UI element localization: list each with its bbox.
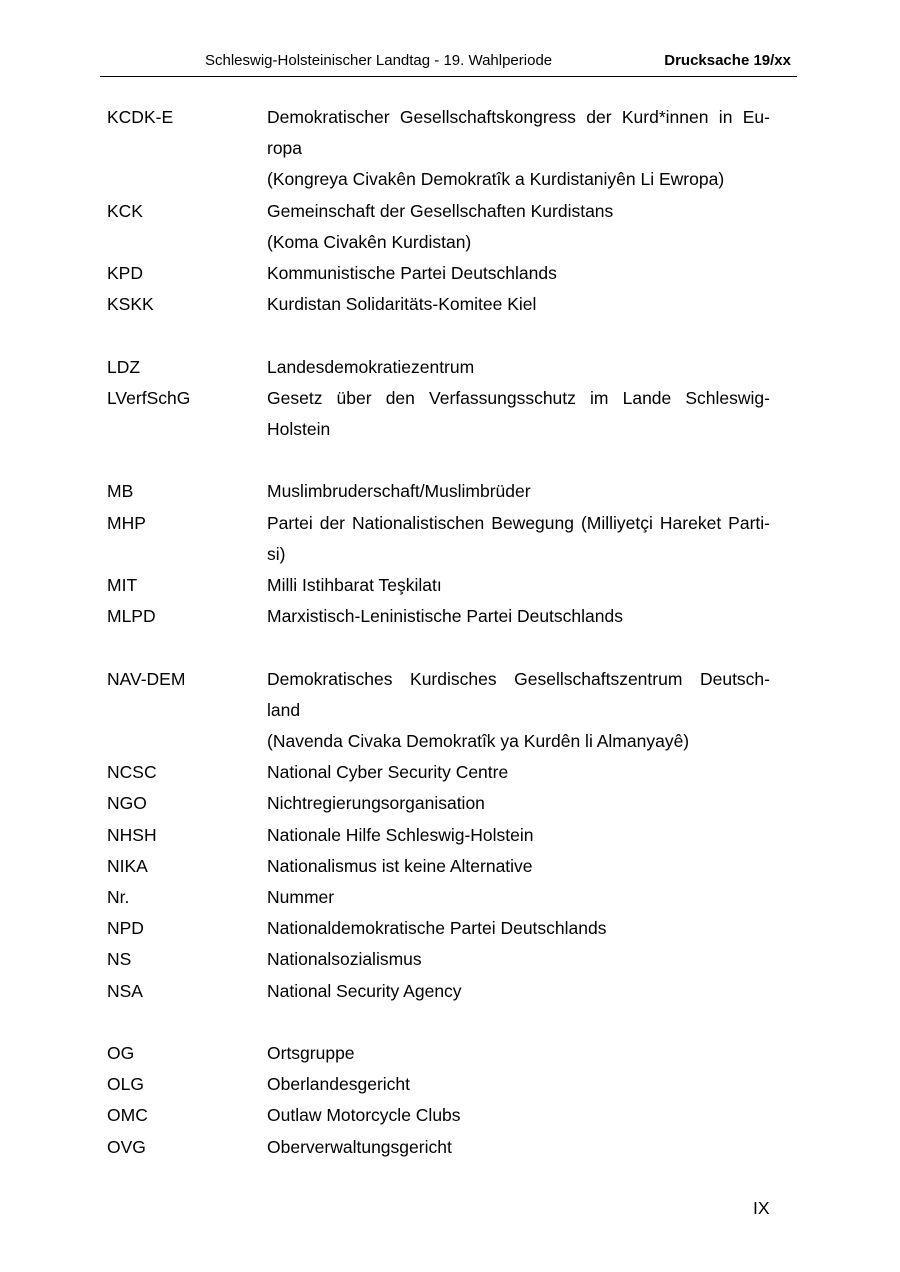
abbreviation-entry (107, 289, 770, 320)
abbreviation-definition (267, 1069, 770, 1100)
abbreviation-entry (107, 944, 770, 975)
abbreviation-definition (267, 820, 770, 851)
abbreviation-entry (107, 258, 770, 289)
definition-line: Demokratisches Kurdisches Gesellschaftszentrum Deutsch- (267, 668, 770, 689)
abbreviation-term: NAV-DEM (107, 668, 186, 689)
definition-line: Nichtregierungsorganisation (267, 793, 485, 814)
header-document-number: Drucksache 19/xx (664, 52, 791, 69)
abbreviation-entry (107, 976, 770, 1007)
definition-line: National Security Agency (267, 980, 462, 1001)
abbreviation-entry (107, 476, 770, 507)
definition-line: Muslimbruderschaft/Muslimbrüder (267, 481, 531, 502)
abbreviation-definition (267, 1132, 770, 1163)
abbreviation-definition (267, 664, 770, 758)
abbreviation-definition (267, 1100, 770, 1131)
abbreviation-definition (267, 508, 770, 570)
abbreviation-entry (107, 196, 770, 258)
page-number: IX (753, 1198, 770, 1218)
abbreviation-term: MB (107, 481, 134, 502)
abbreviation-entry (107, 1100, 770, 1131)
abbreviation-definition (267, 851, 770, 882)
definition-line: Ortsgruppe (267, 1043, 355, 1064)
abbreviation-entry (107, 1038, 770, 1069)
abbreviation-definition (267, 196, 770, 258)
definition-line: Partei der Nationalistischen Bewegung (Milliyetçi Hareket Parti- (267, 512, 770, 533)
abbreviation-definition (267, 476, 770, 507)
header-title: Schleswig-Holsteinischer Landtag - 19. Wahlperiode (205, 52, 553, 69)
abbreviation-term: NHSH (107, 824, 157, 845)
abbreviation-definition (267, 570, 770, 601)
abbreviation-definition (267, 976, 770, 1007)
abbreviation-term: KPD (107, 263, 143, 284)
definition-line: Nummer (267, 887, 335, 908)
definition-line: National Cyber Security Centre (267, 762, 509, 783)
abbreviation-entry (107, 570, 770, 601)
definition-line: Marxistisch-Leninistische Partei Deutschlands (267, 606, 623, 627)
definition-line: Kurdistan Solidaritäts-Komitee Kiel (267, 294, 537, 315)
abbreviation-entry (107, 102, 770, 196)
abbreviation-term: OLG (107, 1074, 144, 1095)
definition-line: land (267, 699, 301, 720)
group-spacer (107, 445, 770, 476)
abbreviation-term: KSKK (107, 294, 154, 315)
abbreviation-term: NGO (107, 793, 147, 814)
definition-line: Demokratischer Gesellschaftskongress der Kurd*innen in Eu- (267, 107, 770, 127)
group-spacer (107, 320, 770, 351)
abbreviation-definition (267, 102, 770, 196)
abbreviation-term: Nr. (107, 887, 130, 908)
abbreviation-definition (267, 383, 770, 445)
definition-line: Oberverwaltungsgericht (267, 1136, 452, 1157)
definition-line: Nationaldemokratische Partei Deutschlands (267, 918, 607, 939)
abbreviation-entry (107, 601, 770, 632)
abbreviation-definition (267, 757, 770, 788)
definition-line: Nationale Hilfe Schleswig-Holstein (267, 824, 534, 845)
abbreviation-definition (267, 944, 770, 975)
abbreviation-term: NS (107, 949, 132, 970)
abbreviation-list (107, 102, 770, 1163)
definition-line: Kommunistische Partei Deutschlands (267, 263, 557, 284)
abbreviation-definition (267, 258, 770, 289)
abbreviation-entry (107, 913, 770, 944)
abbreviation-term: OG (107, 1043, 135, 1064)
abbreviation-term: LVerfSchG (107, 387, 191, 408)
abbreviation-term: LDZ (107, 356, 141, 377)
abbreviation-term: KCK (107, 200, 143, 221)
abbreviation-entry (107, 788, 770, 819)
header-divider (100, 76, 797, 77)
abbreviation-definition (267, 289, 770, 320)
abbreviation-term: OVG (107, 1136, 146, 1157)
definition-line: Nationalismus ist keine Alternative (267, 855, 533, 876)
abbreviation-term: KCDK-E (107, 107, 174, 127)
abbreviation-entry (107, 1132, 770, 1163)
abbreviation-term: NPD (107, 918, 144, 939)
definition-line: Nationalsozialismus (267, 949, 422, 970)
definition-line: Holstein (267, 419, 331, 440)
definition-line: si) (267, 543, 286, 564)
abbreviation-entry (107, 508, 770, 570)
definition-line: Outlaw Motorcycle Clubs (267, 1105, 461, 1126)
abbreviation-entry (107, 1069, 770, 1100)
abbreviation-term: MIT (107, 575, 138, 596)
abbreviation-term: NIKA (107, 855, 148, 876)
abbreviation-definition (267, 913, 770, 944)
abbreviation-term: MHP (107, 512, 146, 533)
abbreviation-term: MLPD (107, 606, 156, 627)
definition-line: Landesdemokratiezentrum (267, 356, 475, 377)
abbreviation-term: NSA (107, 980, 143, 1001)
definition-line: (Navenda Civaka Demokratîk ya Kurdên li Almanyayê) (267, 731, 690, 752)
definition-line: Milli Istihbarat Teşkilatı (267, 575, 442, 596)
definition-line: Gemeinschaft der Gesellschaften Kurdistans (267, 200, 614, 221)
abbreviation-entry (107, 352, 770, 383)
abbreviation-entry (107, 820, 770, 851)
abbreviation-definition (267, 601, 770, 632)
group-spacer (107, 632, 770, 663)
definition-line: Oberlandesgericht (267, 1074, 410, 1095)
abbreviation-entry (107, 383, 770, 445)
abbreviation-entry (107, 882, 770, 913)
abbreviation-definition (267, 788, 770, 819)
group-spacer (107, 1007, 770, 1038)
definition-line: Gesetz über den Verfassungsschutz im Lande Schleswig- (267, 387, 770, 408)
definition-line: ropa (267, 138, 303, 159)
abbreviation-entry (107, 664, 770, 758)
abbreviation-definition (267, 882, 770, 913)
abbreviation-entry (107, 757, 770, 788)
abbreviation-term: NCSC (107, 762, 157, 783)
definition-line: (Kongreya Civakên Demokratîk a Kurdistaniyên Li Ewropa) (267, 169, 725, 190)
abbreviation-entry (107, 851, 770, 882)
abbreviation-definition (267, 1038, 770, 1069)
abbreviation-definition (267, 352, 770, 383)
definition-line: (Koma Civakên Kurdistan) (267, 231, 472, 252)
abbreviation-term: OMC (107, 1105, 148, 1126)
